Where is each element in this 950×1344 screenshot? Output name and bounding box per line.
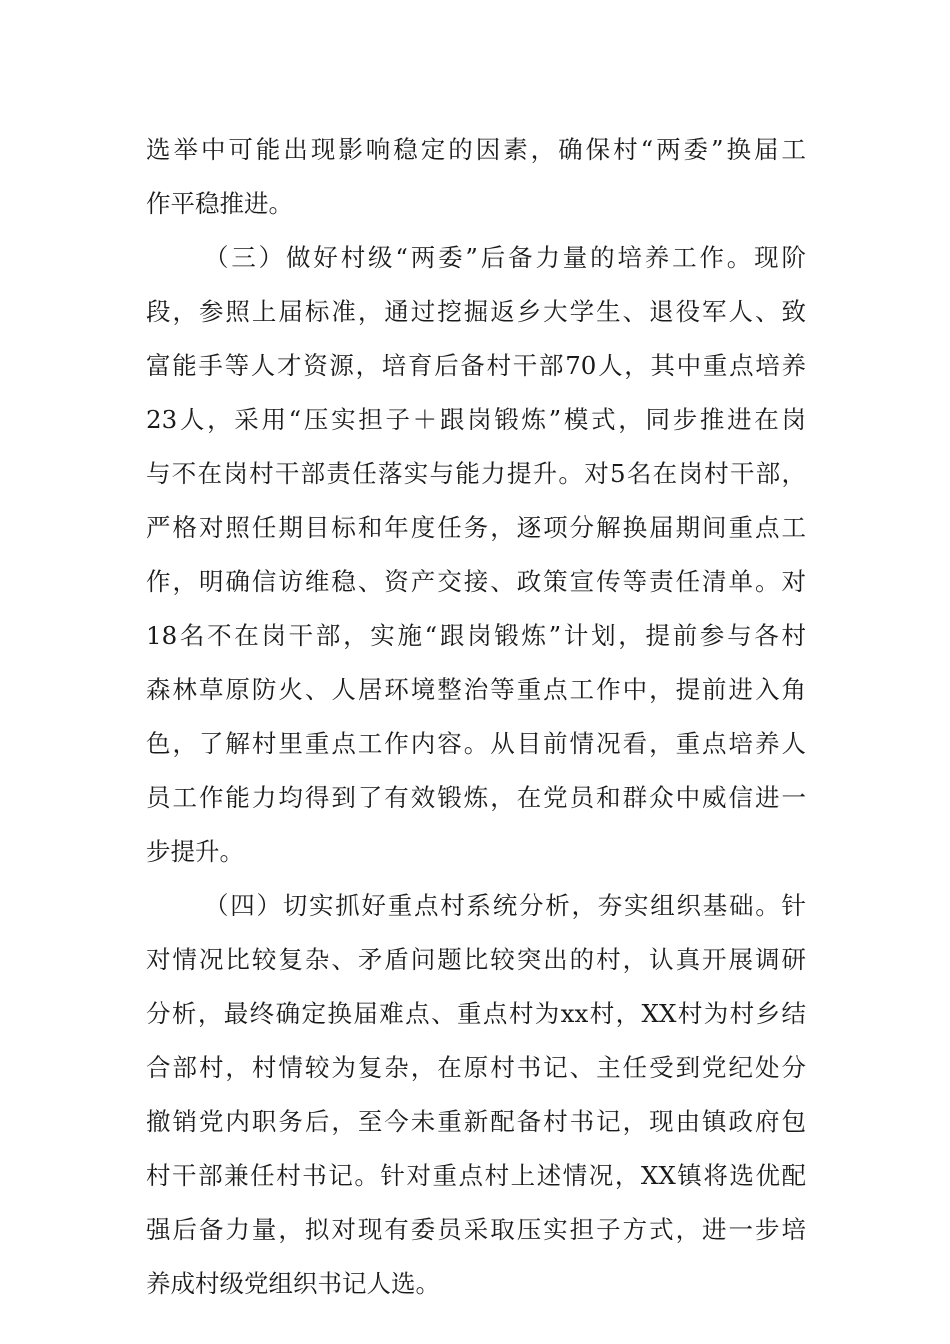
text-line: 23人，采用“压实担子＋跟岗锻炼”模式，同步推进在岗 bbox=[146, 405, 806, 434]
text-line: 段，参照上届标准，通过挖掘返乡大学生、退役军人、致 bbox=[146, 297, 806, 326]
paragraph-section-3 bbox=[146, 231, 806, 879]
text-line: 村干部兼任村书记。针对重点村上述情况，XX镇将选优配 bbox=[146, 1161, 806, 1190]
text-line: 色，了解村里重点工作内容。从目前情况看，重点培养人 bbox=[146, 729, 806, 758]
text-line: 严格对照任期目标和年度任务，逐项分解换届期间重点工 bbox=[146, 513, 806, 542]
text-line: 强后备力量，拟对现有委员采取压实担子方式，进一步培 bbox=[146, 1215, 806, 1244]
document-body bbox=[146, 123, 806, 1311]
text-line: 富能手等人才资源，培育后备村干部70人，其中重点培养 bbox=[146, 351, 806, 380]
text-line: （三）做好村级“两委”后备力量的培养工作。现阶 bbox=[204, 243, 806, 272]
text-line: 养成村级党组织书记人选。 bbox=[146, 1269, 440, 1298]
text-line: 员工作能力均得到了有效锻炼，在党员和群众中威信进一 bbox=[146, 783, 806, 812]
text-line: 森林草原防火、人居环境整治等重点工作中，提前进入角 bbox=[146, 675, 806, 704]
text-line: 18名不在岗干部，实施“跟岗锻炼”计划，提前参与各村 bbox=[146, 621, 806, 650]
text-line: 作，明确信访维稳、资产交接、政策宣传等责任清单。对 bbox=[146, 567, 806, 596]
text-line: 撤销党内职务后，至今未重新配备村书记，现由镇政府包 bbox=[146, 1107, 806, 1136]
paragraph-continuation bbox=[146, 123, 806, 231]
text-line: 选举中可能出现影响稳定的因素，确保村“两委”换届工 bbox=[146, 135, 806, 164]
text-line: （四）切实抓好重点村系统分析，夯实组织基础。针 bbox=[204, 891, 806, 920]
text-line: 对情况比较复杂、矛盾问题比较突出的村，认真开展调研 bbox=[146, 945, 806, 974]
text-line: 合部村，村情较为复杂，在原村书记、主任受到党纪处分 bbox=[146, 1053, 806, 1082]
text-line: 步提升。 bbox=[146, 837, 244, 866]
text-line: 分析，最终确定换届难点、重点村为xx村，XX村为村乡结 bbox=[146, 999, 806, 1028]
text-line: 与不在岗村干部责任落实与能力提升。对5名在岗村干部， bbox=[146, 459, 806, 488]
text-line: 作平稳推进。 bbox=[146, 189, 293, 218]
paragraph-section-4 bbox=[146, 879, 806, 1311]
